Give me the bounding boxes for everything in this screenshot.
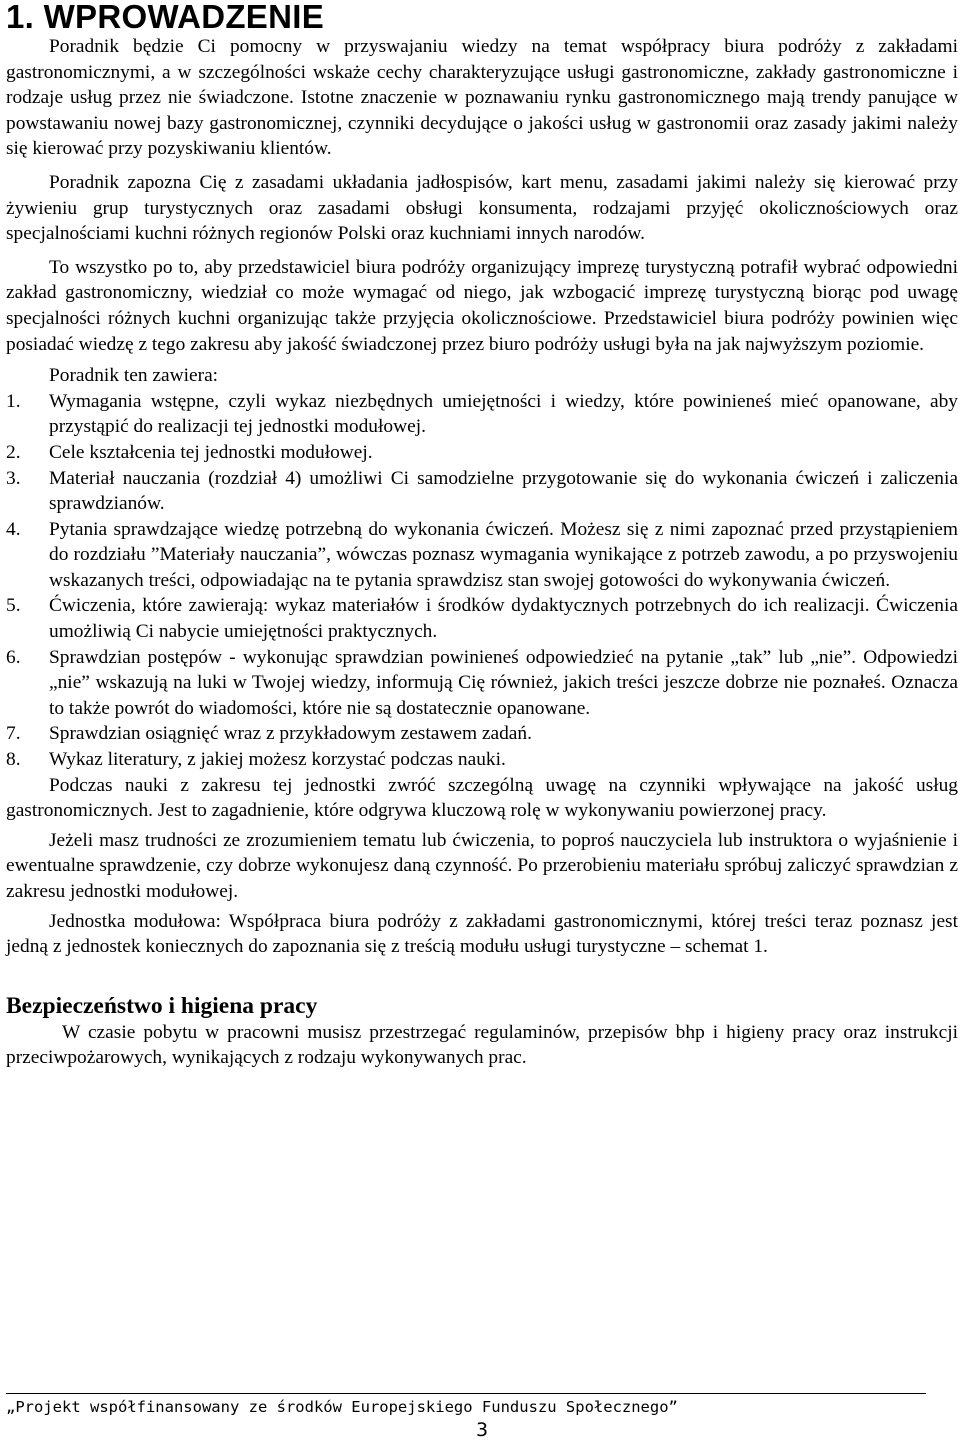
list-item-number: 5. [6, 595, 21, 617]
list-item-number: 3. [6, 467, 21, 489]
list-item-text: Sprawdzian osiągnięć wraz z przykładowym zestawem zadań. [49, 723, 532, 745]
list-item-text: Materiał nauczania (rozdział 4) umożliwi Ci samodzielne przygotowanie się do wykonania ćwiczeń i zaliczenia sprawdzianów. [49, 467, 958, 515]
list-item-text: Cele kształcenia tej jednostki modułowej. [49, 441, 373, 463]
document-body [6, 34, 958, 1071]
list-item [6, 747, 958, 773]
list-item-number: 4. [6, 518, 21, 540]
list-item-text: Wykaz literatury, z jakiej możesz korzystać podczas nauki. [49, 749, 506, 771]
paragraph-menus: Poradnik zapozna Cię z zasadami układania jadłospisów, kart menu, zasadami jakimi należy się kierować przy żywieniu grup turystycznych oraz zasadami obsługi konsumenta, rodzajami przyjęć okolicznościowych oraz specjalnościami kuchni różnych regionów Polski oraz kuchniami innych narodów. [6, 171, 958, 245]
paragraph-difficulties: Jeżeli masz trudności ze zrozumieniem tematu lub ćwiczenia, to poproś nauczyciela lub instruktora o wyjaśnienie i ewentualne sprawdzenie, czy dobrze wykonujesz daną czynność. Po przerobieniu materiału spróbuj zaliczyć sprawdzian z zakresu jednostki modułowej. [6, 829, 958, 902]
contents-list-intro: Poradnik ten zawiera: [49, 365, 219, 387]
list-item-text: Ćwiczenia, które zawierają: wykaz materiałów i środków dydaktycznych potrzebnych do ich realizacji. Ćwiczenia umożliwią Ci nabycie umiejętności praktycznych. [49, 595, 958, 643]
list-item-number: 1. [6, 390, 21, 412]
list-item [6, 466, 958, 517]
list-item-number: 8. [6, 749, 21, 771]
paragraph-purpose: To wszystko po to, aby przedstawiciel biura podróży organizujący imprezę turystyczną potrafił wybrać odpowiedni zakład gastronomiczny, wiedział co może wymagać od niego, jak wzbogacić imprezę turystyczną biorąc pod uwagę specjalności różnych kuchni organizując także przyjęcia okolicznościowe. Przedstawiciel biura podróży powinien więc posiadać wiedzę z tego zakresu aby jakość świadczonej przez biuro podróży usługi była na jak najwyższym poziomie. [6, 256, 958, 355]
bhp-section-title: Bezpieczeństwo i higiena pracy [6, 992, 318, 1019]
list-item [6, 593, 958, 644]
contents-list [6, 389, 958, 773]
list-item-text: Pytania sprawdzające wiedzę potrzebną do wykonania ćwiczeń. Możesz się z nimi zapoznać przed przystąpieniem do rozdziału ”Materiały nauczania”, wówczas poznasz wymagania wynikające z potrzeb zawodu, a po przyswojeniu wskazanych treści, odpowiadając na te pytania sprawdzisz stan swojej gotowości do wykonywania ćwiczeń. [49, 518, 958, 591]
intro-paragraph: Poradnik będzie Ci pomocny w przyswajaniu wiedzy na temat współpracy biura podróży z zakładami gastronomicznymi, a w szczególności wskaże cechy charakteryzujące usługi gastronomiczne, zakłady gastronomiczne i rodzaje usług przez nie świadczone. Istotne znaczenie w poznawaniu rynku gastronomicznego mają trendy panujące w powstawaniu nowej bazy gastronomicznej, czynniki decydujące o jakości usług w gastronomii oraz zasady jakimi należy się kierować przy pozyskiwaniu klientów. [6, 36, 958, 160]
bhp-paragraph: W czasie pobytu w pracowni musisz przestrzegać regulaminów, przepisów bhp i higieny pracy oraz instrukcji przeciwpożarowych, wynikających z rodzaju wykonywanych prac. [6, 1021, 958, 1069]
chapter-title: 1. WPROWADZENIE [6, 0, 325, 34]
list-item-text: Sprawdzian postępów - wykonując sprawdzian powinieneś odpowiedzieć na pytanie „tak” lub „nie”. Odpowiedzi „nie” wskazują na luki w Twojej wiedzy, informują Cię również, jakich treści jeszcze dobrze nie poznałeś. Oznacza to także powrót do wiadomości, które nie są dostatecznie opanowane. [49, 646, 958, 719]
footer-project-note: „Projekt współfinansowany ze środków Europejskiego Funduszu Społecznego” [6, 1398, 678, 1416]
list-item-number: 6. [6, 646, 21, 668]
footer-divider [6, 1393, 926, 1394]
page-number: 3 [475, 1419, 489, 1441]
list-item-number: 2. [6, 441, 21, 463]
list-item [6, 389, 958, 440]
paragraph-module-unit: Jednostka modułowa: Współpraca biura podróży z zakładami gastronomicznymi, której treści teraz poznasz jest jedną z jednostek koniecznych do zapoznania się z treścią modułu usługi turystyczne – schemat 1. [6, 910, 958, 958]
list-item [6, 517, 958, 594]
document-page [6, 0, 958, 1441]
list-item [6, 721, 958, 747]
list-item [6, 440, 958, 466]
list-item-number: 7. [6, 723, 21, 745]
list-item-text: Wymagania wstępne, czyli wykaz niezbędnych umiejętności i wiedzy, które powinieneś mieć opanowane, aby przystąpić do realizacji tej jednostki modułowej. [49, 390, 958, 438]
paragraph-quality-focus: Podczas nauki z zakresu tej jednostki zwróć szczególną uwagę na czynniki wpływające na jakość usług gastronomicznych. Jest to zagadnienie, które odgrywa kluczową rolę w wykonywaniu powierzonej pracy. [6, 774, 958, 822]
list-item [6, 645, 958, 722]
